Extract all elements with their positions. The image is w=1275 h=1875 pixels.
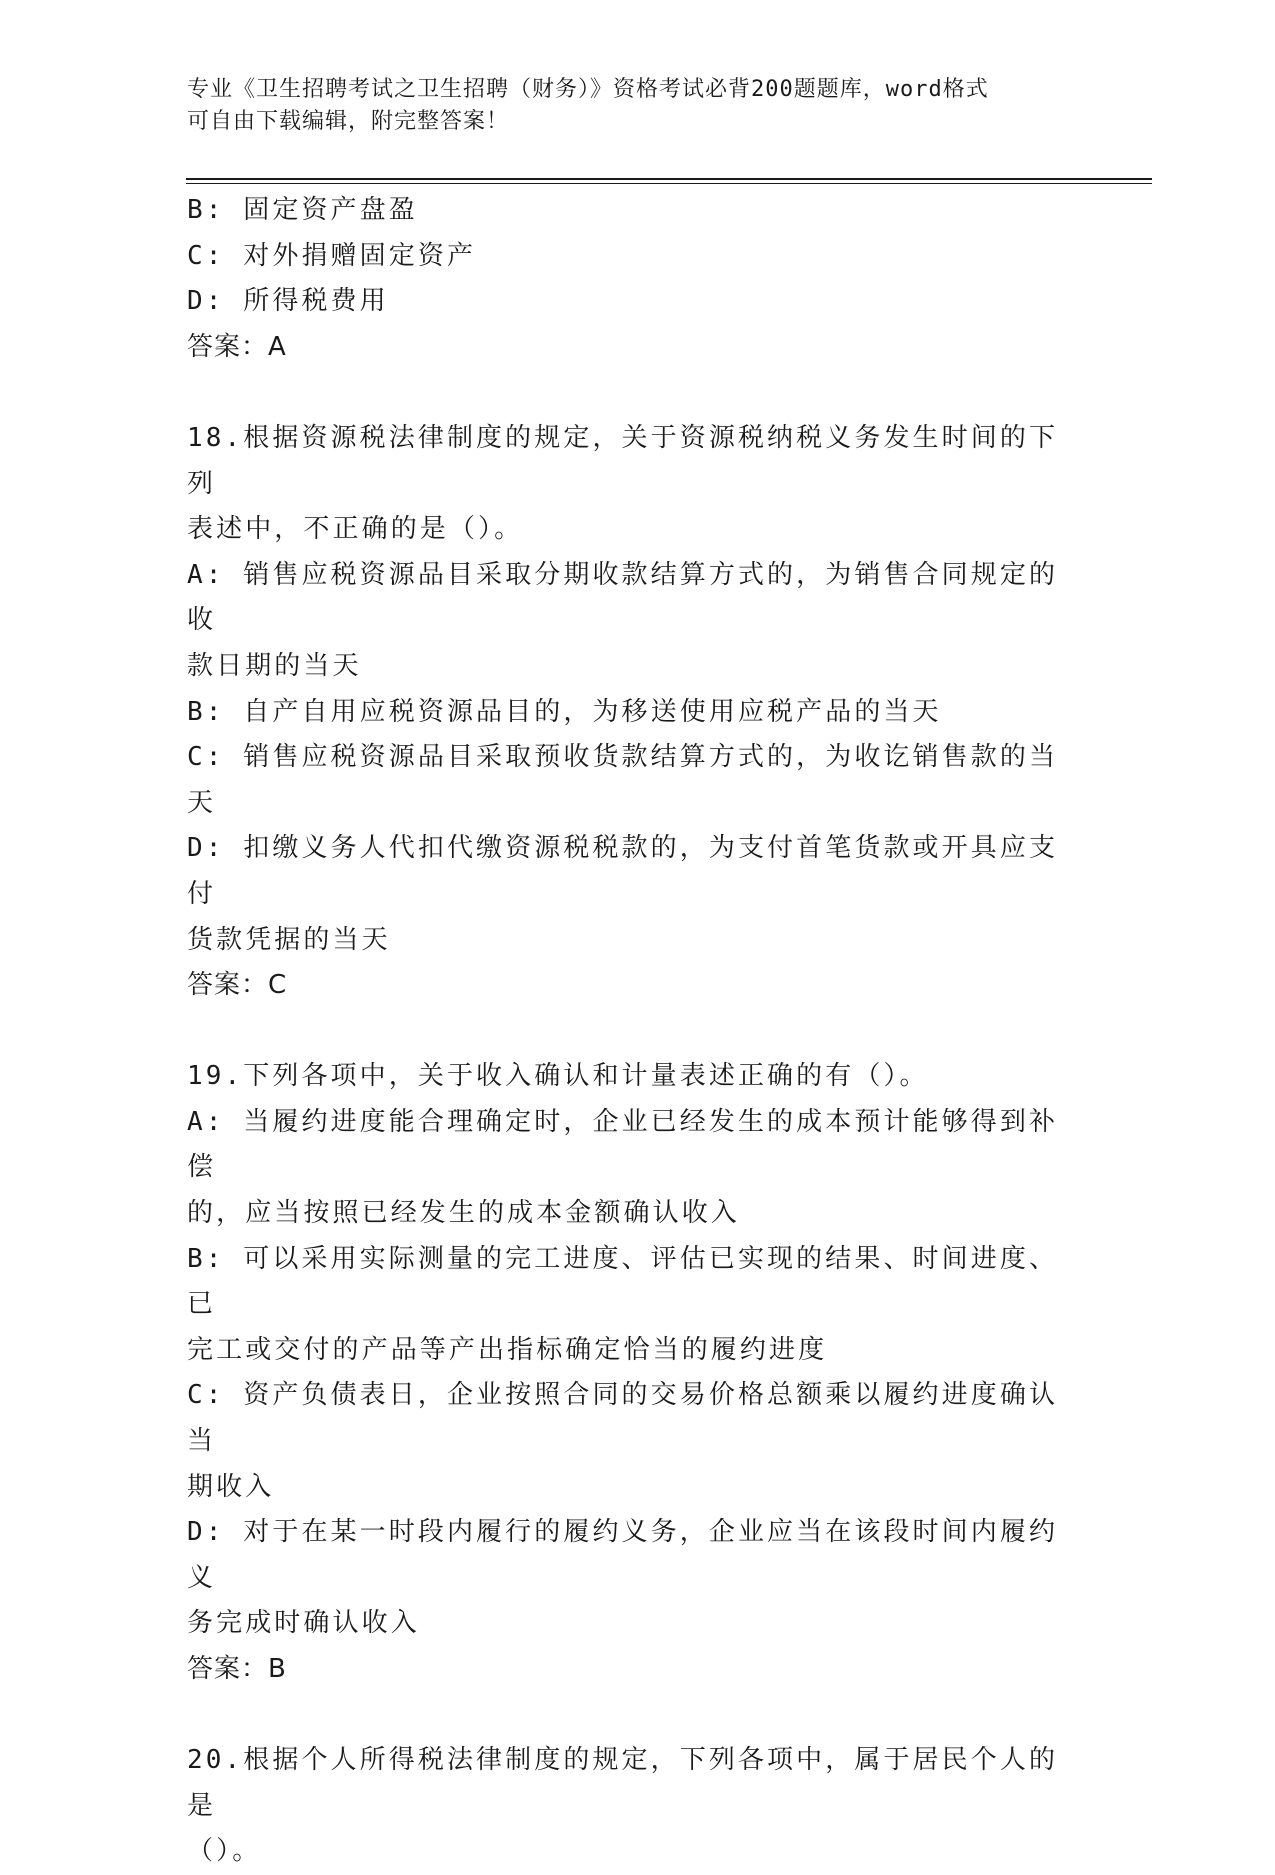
q17-option-d: D: 所得税费用 [187, 286, 389, 317]
q18-option-d-line-1: D: 扣缴义务人代扣代缴资源税税款的，为支付首笔货款或开具应支付 [187, 833, 1059, 909]
q17-option-b: B: 固定资产盘盈 [187, 195, 418, 225]
q18-option-b: B: 自产自用应税资源品目的，为移送使用应税产品的当天 [187, 696, 942, 727]
q17-option-c: C: 对外捐赠固定资产 [187, 240, 477, 271]
spacer [187, 1693, 1087, 1739]
q19-option-a-line-2: 的，应当按照已经发生的成本金额确认收入 [187, 1198, 740, 1229]
header-line-2: 可自由下载编辑，附完整答案！ [187, 109, 510, 134]
q18-option-d-line-2: 货款凭据的当天 [187, 924, 391, 955]
q18-stem-line-1: 18.根据资源税法律制度的规定，关于资源税纳税义务发生时间的下列 [187, 422, 1059, 499]
q18-option-a-line-1: A: 销售应税资源品目采取分期收款结算方式的，为销售合同规定的收 [187, 559, 1059, 636]
q20-stem-line-1: 20.根据个人所得税法律制度的规定，下列各项中，属于居民个人的是 [187, 1745, 1059, 1821]
spacer [187, 370, 1087, 416]
q20-stem-line-2: （）。 [187, 1836, 262, 1867]
q19-option-b-line-2: 完工或交付的产品等产出指标确定恰当的履约进度 [187, 1334, 828, 1365]
q19-option-d-line-2: 务完成时确认收入 [187, 1608, 420, 1639]
q19-option-c-line-1: C: 资产负债表日，企业按照合同的交易价格总额乘以履约进度确认当 [187, 1380, 1059, 1457]
q17-answer: 答案：A [187, 331, 287, 362]
q19-answer: 答案：B [187, 1654, 287, 1684]
q19-stem: 19.下列各项中，关于收入确认和计量表述正确的有（）。 [187, 1061, 929, 1092]
q18-option-c: C: 销售应税资源品目采取预收货款结算方式的，为收讫销售款的当天 [187, 742, 1059, 818]
q19-option-a-line-1: A: 当履约进度能合理确定时，企业已经发生的成本预计能够得到补偿 [187, 1106, 1059, 1183]
spacer [187, 1009, 1087, 1055]
q19-option-d-line-1: D: 对于在某一时段内履行的履约义务，企业应当在该段时间内履约义 [187, 1517, 1059, 1593]
question-17-tail [187, 188, 1087, 370]
question-18 [187, 416, 1087, 1009]
q18-answer: 答案：C [187, 970, 288, 1001]
q18-option-a-line-2: 款日期的当天 [187, 650, 362, 681]
q18-stem-line-2: 表述中，不正确的是（）。 [187, 514, 524, 545]
question-20 [187, 1738, 1087, 1875]
header-divider-thick [186, 178, 1152, 180]
question-content [187, 188, 1087, 1875]
question-19 [187, 1054, 1087, 1692]
q19-option-b-line-1: B: 可以采用实际测量的完工进度、评估已实现的结果、时间进度、已 [187, 1243, 1059, 1320]
document-header [187, 74, 1067, 138]
q19-option-c-line-2: 期收入 [187, 1471, 275, 1502]
header-divider-thin [186, 183, 1152, 184]
header-line-1: 专业《卫生招聘考试之卫生招聘（财务）》资格考试必背200题题库，word格式 [187, 77, 989, 102]
